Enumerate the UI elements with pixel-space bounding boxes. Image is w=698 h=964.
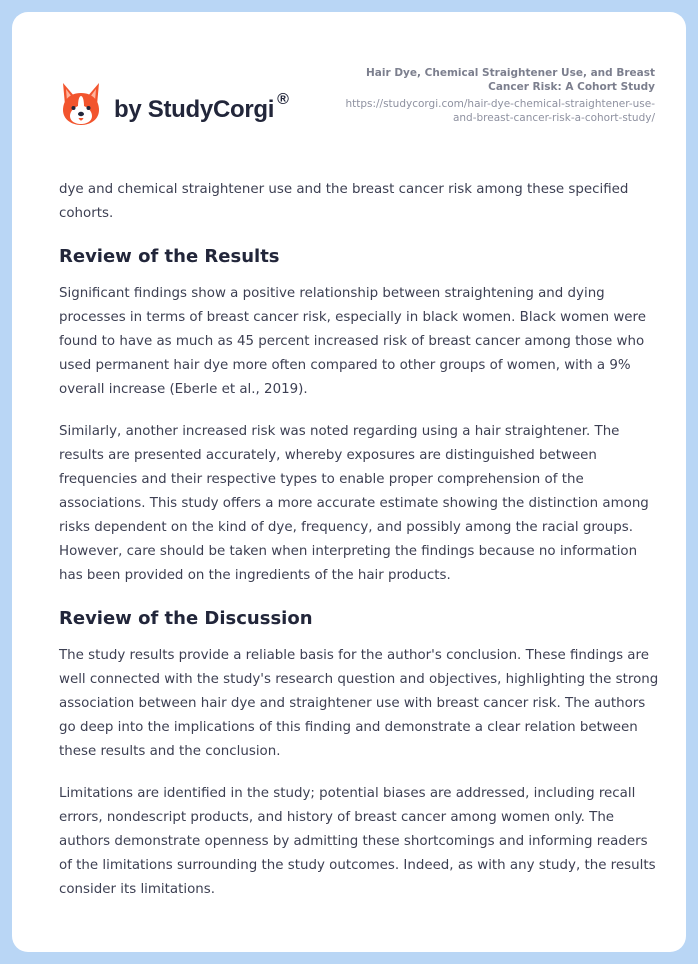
discussion-paragraph-1: The study results provide a reliable basis for the author's conclusion. These findings are well connected with the study's research question and objectives, highlighting the strong association between hair dye and straightener use with breast cancer risk. The authors go deep into the implications of this finding and demonstrate a clear relation between these results and the conclusion.	[59, 648, 659, 759]
document-title: Hair Dye, Chemical Straightener Use, and Breast Cancer Risk: A Cohort Study	[366, 67, 655, 93]
registered-mark: ®	[277, 90, 289, 108]
results-paragraph-2: Similarly, another increased risk was noted regarding using a hair straightener. The results are presented accurately, whereby exposures are distinguished between frequencies and their respective types to enable proper comprehension of the associations. This study offers a more accurate estimate showing the distinction among risks dependent on the kind of dye, frequency, and possibly among the racial groups. However, care should be taken when interpreting the findings because no information has been provided on the ingredients of the hair products.	[59, 424, 649, 583]
results-paragraph-1: Significant findings show a positive relationship between straightening and dying processes in terms of breast cancer risk, especially in black women. Black women were found to have as much as 45 percent increased risk of breast cancer among those who used permanent hair dye more often compared to other groups of women, with a 9% overall increase (Eberle et al., 2019).	[59, 286, 646, 397]
section-heading-discussion: Review of the Discussion	[59, 608, 313, 629]
document-body	[59, 178, 659, 920]
document-url-link[interactable]: https://studycorgi.com/hair-dye-chemical-straightener-use-and-breast-cancer-risk-a-cohort-study/	[345, 98, 655, 124]
intro-paragraph: dye and chemical straightener use and the breast cancer risk among these specified cohorts.	[59, 182, 629, 221]
discussion-paragraph-2: Limitations are identified in the study; potential biases are addressed, including recall errors, nondescript products, and history of breast cancer among women only. The authors demonstrate openness by admitting these shortcomings and informing readers of the limitations surrounding the study outcomes. Indeed, as with any study, the results consider its limitations.	[59, 786, 656, 897]
brand-wordmark: by StudyCorgi	[114, 95, 275, 123]
corgi-icon	[60, 81, 102, 129]
brand-name	[114, 90, 289, 124]
studycorgi-logo[interactable]	[60, 74, 289, 136]
document-meta	[325, 66, 655, 125]
section-heading-results: Review of the Results	[59, 246, 280, 267]
document-page	[12, 12, 686, 952]
